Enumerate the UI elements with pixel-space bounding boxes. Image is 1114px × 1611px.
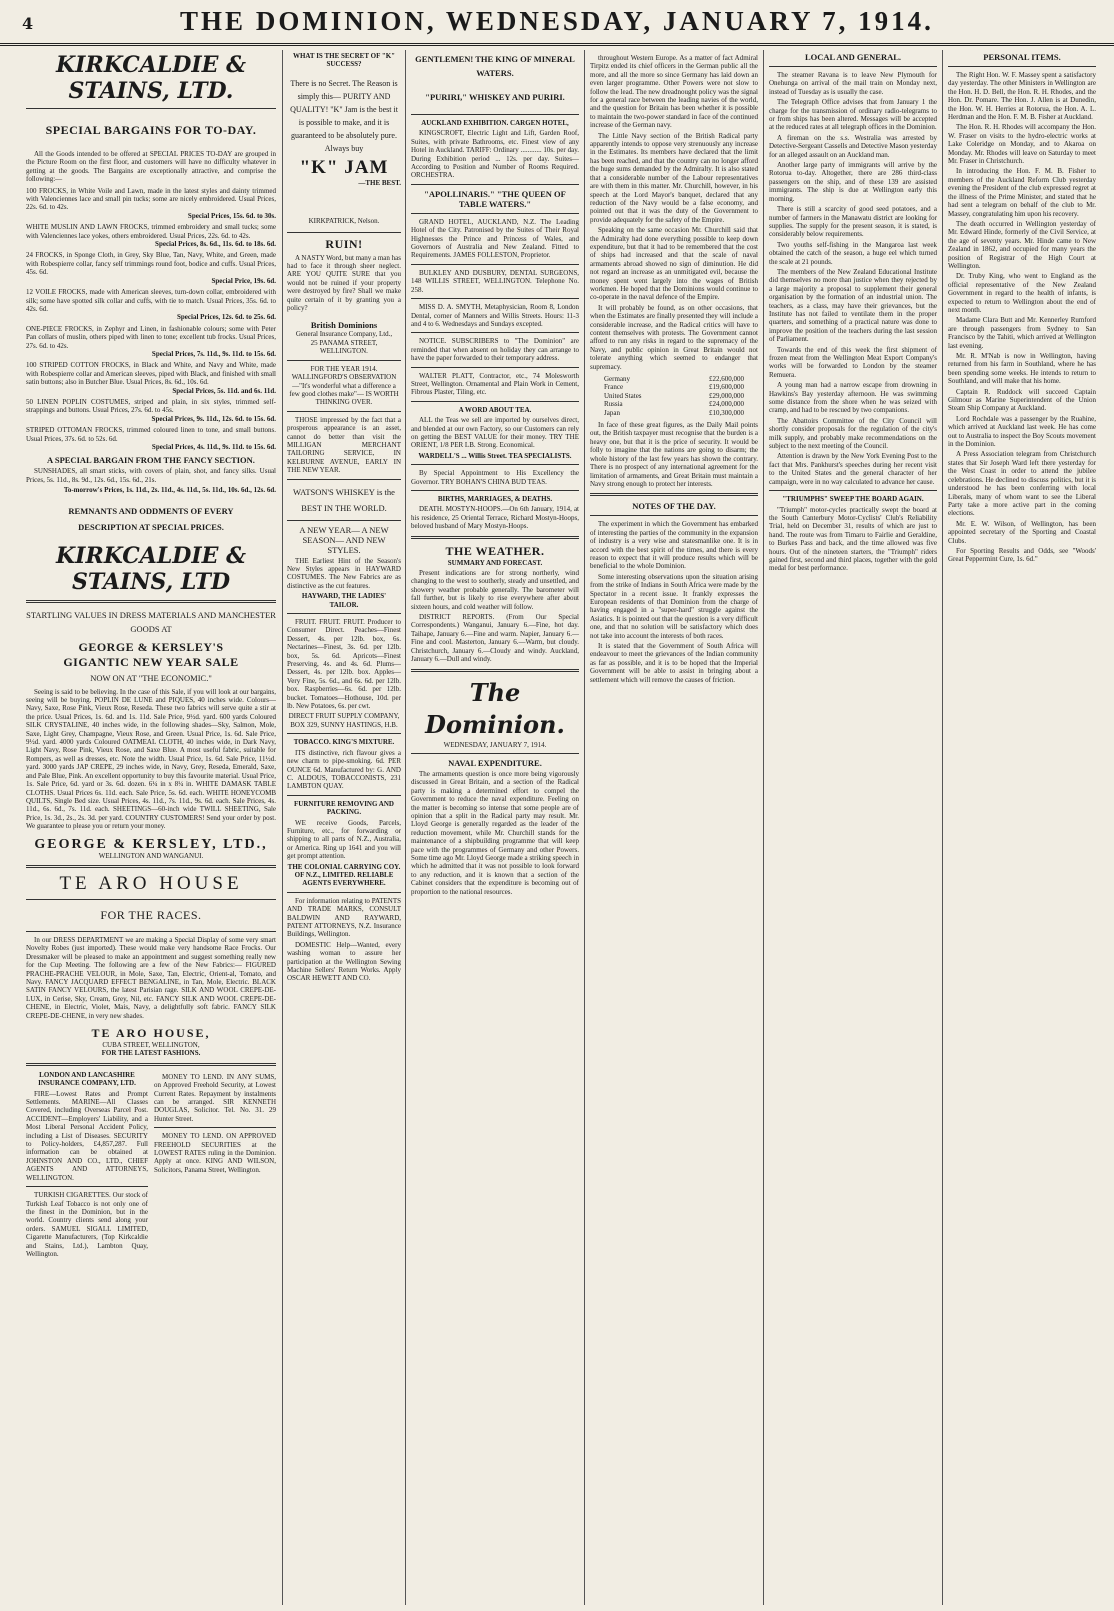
bargain-item [26, 223, 276, 248]
gk-name: GEORGE & KERSLEY'S [78, 639, 224, 654]
new-year-heading: A NEW YEAR— A NEW SEASON— AND NEW STYLES. [299, 524, 389, 555]
personal-2: The Hon. R. H. Rhodes will accompany the Hon. W. Fraser on visits to the hydro-electric works at Lake Coleridge on Monday, and to Akaroa on Monday. Mr. Rhodes will leave on Saturday to meet Mr. Fraser in Christchurch. [948, 123, 1096, 166]
personal-9: Lord Rochdale was a passenger by the Ruahine, which arrived at Auckland last week. He has come out to Australia to inspect the Boy Scouts movement in the Dominion. [948, 414, 1096, 449]
local-7: The members of the New Zealand Educational Institute did themselves no more than justice when they rejected by a large majority a proposal to supplement their general organisation by the formation of an industrial union. The teachers, as a class, may have their grievances, but the Institute has not failed to ventilate them in the proper quarters, and something of a practical nature was done to improve the position of the teachers during the last session of Parliament. [769, 267, 937, 344]
cargen-hotel-heading: AUCKLAND EXHIBITION. CARGEN HOTEL, [421, 119, 569, 127]
page-number: 4 [22, 14, 34, 33]
bargain-description: 12 VOILE FROCKS, made with American sleeves, turn-down collar, embroidered with silk; some have spotted silk collar and cuffs, with tie to match. Usual Prices, 35s. 6d. to 42s. 6d. [26, 288, 276, 313]
kirkcaldie-intro: All the Goods intended to be offered at SPECIAL PRICES TO-DAY are grouped in the Picture Room on the first floor, and customers will have no difficulty whatever in getting at the goods. The Bargains are exceptionally attractive, and comprise the following:— [26, 150, 276, 184]
column-rule [763, 50, 764, 1605]
bargain-price: Special Prices, 9s. 11d., 12s. 6d. to 15s. 6d. [151, 414, 276, 423]
bargain-price: Special Price, 19s. 6d. [211, 276, 276, 285]
furniture-heading: FURNITURE REMOVING AND PACKING. [294, 799, 394, 817]
local-11: Attention is drawn by the New York Evening Post to the fact that Mrs. Pankhurst's speeches during her recent visit to the United States and the general character of her campaign, were in no way calculated to advance her cause. [769, 452, 937, 486]
new-year-body: THE Earliest Hint of the Season's New Styles appears in HAYWARD COSTUMES. The New Fabrics are as distinctive as the cut features. [287, 556, 401, 590]
bargain-price: Special Prices, 12s. 6d. to 25s. 6d. [177, 313, 276, 322]
hayward: HAYWARD, THE LADIES' TAILOR. [301, 592, 387, 609]
amount-cell: £24,000,000 [709, 400, 744, 409]
walter-platt: WALTER PLATT, Contractor, etc., 74 Molesworth Street, Wellington. Ornamental and Plain Work in Cement, Fibrous Plaster, Tiling, etc. [411, 371, 579, 397]
bargain-price: Special Prices, 7s. 11d., 9s. 11d. to 15s. 6d. [151, 349, 276, 358]
amount-cell: £22,600,000 [709, 375, 744, 384]
notes-para-1: The experiment in which the Government has embarked of interesting the parties of the community in the expansion of industry is a very wise and statesmanlike one. It is in accord with the best spirit of the times, and there is every reason to expect that it will produce results which will be beneficial to the whole Dominion. [590, 520, 758, 571]
column-3 [411, 52, 579, 1604]
bulkley-dentists: BULKLEY AND DUSBURY, DENTAL SURGEONS, 148 WILLIS STREET, WELLINGTON. Telephone No. 258. [411, 268, 579, 294]
bargain-item [26, 187, 276, 221]
kirkcaldie-title: KIRKCALDIE & STAINS, LTD. [56, 52, 246, 104]
kirkcaldie-title-footer: KIRKCALDIE & STAINS, LTD [56, 542, 246, 595]
bargain-description: 100 FROCKS, in White Voile and Lawn, made in the latest styles and dainty trimmed with Valenciennes lace and small pin tucks; some are nicely embroidered. Usual Prices, 22s. 6d. to 42s. [26, 186, 276, 212]
colonial-carrying: THE COLONIAL CARRYING COY. OF N.Z., LIMITED. RELIABLE AGENTS EVERYWHERE. [287, 862, 401, 888]
puriri: "PURIRI," WHISKEY AND PURIRI. [425, 92, 565, 102]
country-cell: United States [604, 391, 642, 400]
turkish-cigarettes: TURKISH CIGARETTES. Our stock of Turkish Leaf Tobacco is not only one of the finest in the Dominion, but in the world. Country clients send along your orders. SAMUEL SIGALL LIMITED, Cigarette Manufacturers, (Top Kirkcaldie and Stains, Ltd.), Lambton Quay, Wellington. [26, 1191, 148, 1258]
patents: For information relating to PATENTS AND TRADE MARKS, CONSULT BALDWIN AND RAYWARD, PATENT ATTORNEYS, N.Z. Insurance Buildings, Wellington. [287, 896, 401, 939]
lancashire-body: FIRE—Lowest Rates and Prompt Settlements. MARINE—All Classes Covered, including Overseas Parcel Post. ACCIDENT—Employers' Liability, and a Most Liberal Personal Accident Policy, including a List of Diseases. SECURITY to Policy-holders, £4,857,287. Full information can be obtained at JOHNSTON AND CO., LTD., CHIEF AGENTS AND ATTORNEYS, WELLINGTON. [26, 1089, 148, 1182]
fruit-company: DIRECT FRUIT SUPPLY COMPANY, BOX 329, SUNNY HASTINGS, H.B. [288, 712, 400, 729]
remnants-notice: REMNANTS AND ODDMENTS OF EVERY DESCRIPTION AT SPECIAL PRICES. [68, 505, 234, 532]
british-dominions-sub: General Insurance Company, Ltd., [295, 330, 393, 339]
naval-heading: NAVAL EXPENDITURE. [448, 757, 542, 768]
fancy-text: SUNSHADES, all smart sticks, with covers of plain, shot, and fancy silks. Usual Prices, 5s. 11d., 8s. 9d., 12s. 6d., 15s. 6d., 21s. [26, 467, 276, 484]
grand-hotel: GRAND HOTEL, AUCKLAND, N.Z. The Leading Hotel of the City. Patronised by the Suites of Their Royal Highnesses the Prince and Princess of Wales, and Governors of Australia and New Zealand. Fitted to Requirements. JAMES FOLLESTON, Proprietor. [411, 217, 579, 260]
newspaper-title: THE DOMINION, WEDNESDAY, JANUARY 7, 1914. [180, 6, 934, 36]
table-row [604, 400, 744, 408]
taro-title-footer: TE ARO HOUSE, [91, 1026, 211, 1040]
local-5: There is still a scarcity of good seed potatoes, and a number of farmers in the Manawatu district are looking for supplies. The supply for the present season, it is stated, is considerably below requirements. [769, 205, 937, 239]
local-4: Another large party of immigrants will arrive by the Rotorua to-day. Altogether, there are 286 third-class passengers on the ship, and of these 139 are assisted immigrants. The ship is due at Wellington early this morning. [769, 161, 937, 203]
money-to-lend-2: MONEY TO LEND. ON APPROVED FREEHOLD SECURITIES at the LOWEST RATES ruling in the Dominion. Apply at once. KING AND WILSON, Solicitors, Panama Street, Wellington. [154, 1132, 276, 1174]
country-cell: France [604, 383, 624, 392]
local-6: Two youths self-fishing in the Mangaroa last week obtained the catch of the season, a huge eel which turned the scale at 21 pounds. [769, 240, 937, 266]
british-dominions-address: 25 PANAMA STREET, WELLINGTON. [310, 338, 378, 356]
personal-1: The Right Hon. W. F. Massey spent a satisfactory day yesterday. The other Ministers in Wellington are the Hon. H. D. Bell, the Hon. R. H. Rhodes, and the Hon. Dr. Pomare. The Hon. J. Allen is at Dunedin, the Hon. W. H. Herries at Rotorua, the Hon. A. L. Herdman and the Hon. F. M. B. Fisher at Auckland. [948, 71, 1096, 122]
furniture-body: WE receive Goods, Parcels, Furniture, etc., for forwarding or shipping to all parts of N.Z., Australia, or America. Ring up 1641 and you will get prompt attention. [287, 818, 401, 861]
fancy-heading: A SPECIAL BARGAIN FROM THE FANCY SECTION. [47, 455, 255, 466]
ruin-heading: RUIN! [325, 236, 363, 251]
personal-4: The death occurred in Wellington yesterday of Mr. Edward Hinde, formerly of the Civil Service, at the age of seventy years. Mr. Hinde came to New Zealand in 1862, and occupied for many years the position of Registrar of the High Court at Wellington. [948, 219, 1096, 270]
british-dominions: British Dominions [310, 320, 378, 331]
column-rule [405, 50, 406, 1605]
local-3: A fireman on the s.s. Westralia was arrested by Detective-Sergeant Cassells and Detective Mason yesterday for an alleged assault on an Auckland man. [769, 133, 937, 159]
taro-body: In our DRESS DEPARTMENT we are making a Special Display of some very smart Novelty Robes (just imported). These would make very handsome Race Frocks. Our Dressmaker will be pleased to make an appointment and suggest something really new for the Cup Meeting. The following are a few of the New Fabrics:— FIGURED PRACHE-PRACHE VELOUR, in Mole, Saxe, Tan, Electric, Orient-al, Tomato, and Navy. FANCY JACQUARD EFFECT BENGALINE, in Tan, Mole, Electric. BLACK SATIN FANCY VELOURS, the latest Parisian rage. SILK AND WOOL CREPE-DE-LUX, in Cerise, Sky, Cream, Grey, Nil, etc. FANCY SILK AND WOOL CREPE-DE-CHENE, in Electric, Violet, Mais, Navy, a delightfully soft fabric. FANCY SILK CREPE-DE-CHENE, in very new shades. [26, 935, 276, 1020]
bargain-description: ONE-PIECE FROCKS, in Zephyr and Linen, in fashionable colours; some with Peter Pan collars of muslin, others piped with linen to tone; excellent tub frocks. Usual Prices, 27s. 6d. to 42s. [26, 324, 276, 350]
personal-5: Dr. Truby King, who went to England as the official representative of the New Zealand Government in regard to the health of infants, is expected to return to Wellington about the end of next month. [948, 272, 1096, 314]
notes-para-2: Some interesting observations upon the situation arising from the strike of Indians in South Africa were made by the Spectator in a recent issue. It frankly expresses the European residents of that Dominion from the charge of having engaged in a "super-hard" struggle against the Asiatics. It is pointed out that the question is a very difficult one, and that no solution will be satisfactory which does not take into account the interests of both races. [590, 572, 758, 640]
bargain-description: STRIPED OTTOMAN FROCKS, trimmed coloured linen to tone, and small buttons. Usual Prices, 37s. 6d. to 52s. 6d. [26, 426, 276, 443]
bargain-item [26, 426, 276, 451]
bargain-list [26, 187, 276, 452]
column-ads-2 [287, 52, 401, 1604]
lancashire-title: LONDON AND LANCASHIRE INSURANCE COMPANY, LTD. [38, 1070, 136, 1088]
dominion-nameplate: The Dominion. [425, 677, 565, 739]
weather-body: Present indications are for strong northerly, wind changing to the west to southerly, steady and unsettled, and showery weather probable generally. The barometer will fall further, but is likely to rise everywhere after about sixteen hours, and cold weather will follow. [411, 569, 579, 611]
editorial-para-4: It will probably be found, as on other occasions, that when the Estimates are finally presented they will include a considerable increase, and the Radical critics will have to content themselves with protests. The Government cannot afford to run any risks in regard to the supremacy of the Navy, and public opinion in Great Britain would not tolerate anything which seemed to endanger that supremacy. [590, 303, 758, 371]
personal-8: Captain R. Ruddock will succeed Captain Gilmour as Marine Superintendent of the Union Steam Ship Company at Auckland. [948, 387, 1096, 413]
watsons-whiskey: WATSON'S WHISKEY is the BEST IN THE WORLD. [293, 486, 395, 513]
notes-heading: NOTES OF THE DAY. [632, 501, 716, 512]
column-rule [584, 50, 585, 1605]
masthead [0, 0, 1114, 46]
notes-para-3: It is stated that the Government of South Africa will endeavour to meet the grievances of the Indian community as far as possible, and it is to be hoped that the Imperial Government will be able to assist in bringing about a settlement which will remove the causes of friction. [590, 642, 758, 684]
tea-body: ALL the Teas we sell are imported by ourselves direct, and blended at our own Factory, so our Customers can rely on getting the BEST VALUE for their money. TRY THE ORIENT, 1/8 PER LB. Strong. Economical. [411, 416, 579, 450]
wardells: WARDELL'S ... Willis Street. TEA SPECIALISTS. [418, 451, 572, 460]
editorial-date: WEDNESDAY, JANUARY 7, 1914. [443, 740, 547, 749]
bargain-description: 50 LINEN POPLIN COSTUMES, striped and plain, in six styles, trimmed self-strappings and buttons. Usual Prices, 27s. 6d. to 45s. [26, 397, 276, 415]
column-rule [282, 50, 283, 1605]
tea-heading: A WORD ABOUT TEA. [458, 405, 532, 414]
local-general-heading: LOCAL AND GENERAL. [804, 52, 902, 62]
kirkcaldie-subtitle: SPECIAL BARGAINS FOR TO-DAY. [45, 123, 257, 137]
triumphs-body: "Triumph" motor-cycles practically swept the board at the South Canterbury Motor-Cyclists' Club's Reliability Trial, held on December 31, results of which are just to hand. The route was from Timaru to Fairlie and Geraldine, to Burkes Pass and back, and the time allowed was five hours. Out of the nineteen starters, the "Triumph" riders gained first, second and third places, together with the gold medal for best performance. [769, 505, 937, 573]
country-cell: Germany [604, 375, 631, 384]
taro-address: CUBA STREET, WELLINGTON, [102, 1041, 200, 1049]
tobacco-heading: TOBACCO. KING'S MIXTURE. [293, 738, 395, 747]
district-reports: DISTRICT REPORTS. (From Our Special Correspondents.) Wanganui, January 6.—Fine, hot day. Taihape, January 6.—Fine and warm. Napier, January 6.—Fine and cool. Masterton, January 6.—Warm, but cloudy. Christchurch, January 6.—Cloudy and windy. Auckland, January 6.—Dull and windy. [411, 613, 579, 664]
taro-title: TE ARO HOUSE [59, 872, 243, 894]
bargain-item [26, 288, 276, 322]
local-8: Towards the end of this week the first shipment of frozen meat from the Wellington Meat Export Company's works will be forwarded to London by the steamer Remuera. [769, 345, 937, 379]
bargain-item [26, 361, 276, 395]
table-row [604, 383, 744, 391]
fancy-price: To-morrow's Prices, 1s. 11d., 2s. 11d., 4s. 11d., 5s. 11d., 10s. 6d., 12s. 6d. [63, 486, 276, 495]
wallingford: FOR THE YEAR 1914. WALLINGFORD'S OBSERVATION—"It's wonderful what a difference a few good clothes make"— IS WORTH THINKING OVER. [289, 364, 399, 407]
births-heading: BIRTHS, MARRIAGES, & DEATHS. [437, 495, 553, 503]
ruin-body: A NASTY Word, but many a man has had to face it through sheer neglect. ARE YOU QUITE SURE that you would not be ruined if your property were destroyed by fire? Shall we make quite certain of it by granting you a policy? [287, 253, 401, 313]
personal-10: A Press Association telegram from Christchurch states that Sir Joseph Ward left there yesterday for the West Coast in order to attend the jubilee celebrations. He declined to discuss politics, but it is understood he has been conferring with local Liberals, many of whom want to see the Liberal Party take a more active part in the coming elections. [948, 450, 1096, 518]
domestic-help: DOMESTIC Help—Wanted, every washing woman to assure her participation at the Wellington Sewing Machine Sellers' Return Works. Apply OSCAR HEWETT AND CO. [287, 940, 401, 983]
bargain-price: Special Prices, 4s. 11d., 9s. 11d. to 15s. 6d. [151, 443, 276, 451]
gk-sale: GIGANTIC NEW YEAR SALE [63, 654, 239, 669]
taro-races: FOR THE RACES. [100, 907, 202, 922]
k-best: —THE BEST. [358, 178, 401, 187]
editorial-para-2: The Little Navy section of the British Radical party apparently intends to oppose very strenuously any increase in the Estimates. Its members have declared that the limit has been reached, and that the country can no longer afford the huge sums demanded by the Admiralty. It is also stated that a considerable number of the Labour representatives are with them in this matter. Mr. Churchill, however, in his speech at the Lord Mayor's banquet, declared that any reduction of the Navy would be a false economy, and pointed out that it was the duty of the Government to provide adequately for the safety of the Empire. [590, 131, 758, 224]
local-1: The steamer Ravana is to leave New Plymouth for Onehunga on arrival of the mail train on Monday next, instead of Tuesday as is usually the case. [769, 71, 937, 96]
table-row [604, 409, 744, 417]
editorial-para-3: Speaking on the same occasion Mr. Churchill said that the Admiralty had done everything possible to keep down expenditure, but that it had to be remembered that the cost of ships had increased and that the scale of naval armaments abroad showed no sign of diminution. He did not regard an increase as an unmitigated evil, because the money spent went largely into the wages of British workmen. He hoped that the Dominions would continue to co-operate in the naval defence of the Empire. [590, 226, 758, 302]
fruit-ad: FRUIT. FRUIT. FRUIT. Producer to Consumer Direct. Peaches—Finest Dessert, 4s. per 12lb. box, 6s. Nectarines—Finest, 3s. 6d. per 12lb. box, 5s. 6d. Apricots—Finest Preserving, 4s. and 4s. 6d. Plums—Dessert, 4s. per 12lb. box. Apples—Very Fine, 5s. 6d., and 6s. 6d. per 12lb. box. Raspberries—6s. 6d. per 12lb. bucket. Tomatoes—Hothouse, 10d. per lb. New Potatoes, 6s. per cwt. [287, 618, 401, 711]
country-cell: Japan [604, 408, 620, 417]
bohans-tea: By Special Appointment to His Excellency the Governor. TRY BOHAN'S CHINA BUD TEAS. [411, 469, 579, 486]
amount-cell: £19,600,000 [709, 383, 744, 392]
local-9: A young man had a narrow escape from drowning in Hawkins's Bay yesterday afternoon. He was swimming some distance from the shore when he was seized with cramp, and had to be rescued by two companions. [769, 381, 937, 415]
bargain-item [26, 398, 276, 423]
triumphs-heading: "TRIUMPHS" SWEEP THE BOARD AGAIN. [782, 495, 924, 504]
apollinaris: "APOLLINARIS." "THE QUEEN OF TABLE WATERS." [424, 188, 566, 209]
k-secret-heading: WHAT IS THE SECRET OF "K" SUCCESS? [292, 52, 396, 69]
weather-heading: THE WEATHER. [445, 543, 545, 558]
bargain-description: 100 STRIPED COTTON FROCKS, in Black and White, and Navy and White, made with Robespierre collar and American sleeves, piped with Black, and finished with small satin buttons; also in Butcher Blue. Usual Prices, 8s. 6d., 10s. 6d. [26, 361, 276, 387]
column-5 [769, 52, 937, 1604]
k-body: There is no Secret. The Reason is simply this— PURITY AND QUALITY! "K" Jam is the best it is possible to make, and it is guaranteed to be absolutely pure. Always buy [290, 78, 398, 153]
kirkpatrick: KIRKPATRICK, Nelson. [308, 217, 380, 226]
personal-6: Madame Clara Butt and Mr. Kennerley Rumford are through passengers from Sydney to San Francisco by the Tahiti, which arrived at Wellington last evening. [948, 316, 1096, 350]
milligan: THOSE impressed by the fact that a prosperous appearance is an asset, cannot do better than visit the MILLIGAN MERCHANT TAILORING SERVICE, IN KELBURNE AVENUE, EARLY IN THE NEW YEAR. [287, 415, 401, 475]
amount-cell: £29,000,000 [709, 391, 744, 400]
bargain-price: Special Prices, 8s. 6d., 11s. 6d. to 18s. 6d. [155, 240, 276, 249]
personal-heading: PERSONAL ITEMS. [983, 52, 1061, 62]
death-notice: DEATH. MOSTYN-HOOPS.—On 6th January, 1914, at his residence, 25 Oriental Terrace, Richard Mostyn-Hoops, beloved husband of Mary Mostyn-Hoops. [411, 505, 579, 531]
table-row [604, 392, 744, 400]
money-to-lend-1: MONEY TO LEND. IN ANY SUMS, on Approved Freehold Security, at Lowest Current Rates. Repayment by instalments can be arranged. SIR KENNETH DOUGLAS, Solicitor. Tel. No. 31. 29 Hunter Street. [154, 1072, 276, 1123]
table-row [604, 375, 744, 383]
local-2: The Telegraph Office advises that from January 1 the charge for the transmission of ordinary radio-telegrams to or from ships has been altered. Messages will be accepted at the reduced rates at all telegraph offices in the Dominion. [769, 98, 937, 132]
naval-table [604, 375, 744, 417]
gk-footer-sub: WELLINGTON AND WANGANUI. [98, 851, 204, 860]
country-cell: Russia [604, 400, 623, 409]
gk-startling: STARTLING VALUES IN DRESS MATERIALS AND MANCHESTER GOODS AT [26, 609, 276, 634]
personal-12: For Sporting Results and Odds, see "Woods' Great Peppermint Cure, 1s. 6d." [948, 546, 1096, 564]
local-10: The Abattoirs Committee of the City Council will shortly consider proposals for the regulation of the city's milk supply, and probably make recommendations on the subject to the next meeting of the Council. [769, 416, 937, 451]
gk-body: Seeing is said to be believing. In the case of this Sale, if you will look at our bargains, seeing will be buying. POPLIN DE LUNE and PIQUES, 40 inches wide. Colours—Navy, Saxe, Rose Pink, Vieux Rose, Reseda. These two fabrics will serve quite a stir at the price. Usual Prices, 1s. 6d. and 1s. 11d. Sale Price, 9½d. yard. 600 yards Coloured SILK CRYSTALINE, 40 inches wide, in the following shades—Sky, Salmon, Mole, Saxe, Light Grey, Champagne, Vieux Rose, and Green. Usual Price, 1s. 6d. Sale Price, 9½d. yard. 4000 yards Coloured OATMEAL CLOTH, 40 inches wide, in Dark Navy, Light Navy, Rose Pink, Vieux Rose, and Saxe Blue. A most useful fabric, suitable for Rompers, as well as dresses, etc. Note the width. Usual Price, 1s. 6d. Sale Price, 11½d. yard. 3000 yards JAP CREPE, 29 inches wide, in Navy, Grey, Reseda, Emerald, Saxe, and Pale Blue, Pink. An excellent opportunity to buy this favourite material. Usual Price, 1s. Sale Price, 6d. yard or 3s. 6d. dozen. 6¼ in x 8¼ in. WHITE DAMASK TABLE CLOTHS. Usual Prices 6s. 11d. each. Sale Price, 5s. 6d. each. WHITE HONEYCOMB QUILTS, Single Bed size. Usual Prices, 4s. 11d., 7s. 11d., 9s. 6d. each. Sale Prices, 4s. 11d., 6s. 6d., 7s. 11d. each. SHEETINGS—60-inch wide TWILL SHEETING, Sale Price, 1s. 3d., 2s., 2s. 3d. per yard. COUNTRY CUSTOMERS! Send your order by post. We guarantee to please you or return your money. [26, 687, 276, 831]
taro-latest: FOR THE LATEST FASHIONS. [101, 1049, 201, 1058]
editorial-para-5: In face of these great figures, as the Daily Mail points out, the British taxpayer must recognise that the burden is a heavy one, but that it is the price of security. It would be folly to imagine that the nations are going to disarm; the whole history of the last few years has shown the contrary. There is no prospect of any international agreement for the limitation of armaments, and Great Britain must maintain a Navy strong enough to protect her interests. [590, 421, 758, 488]
personal-3: In introducing the Hon. F. M. B. Fisher to members of the Auckland Reform Club yesterday evening the President of the club expressed regret at the illness of the Prime Minister, and stated that he had sent a telegram on behalf of the club to Mr. Massey, congratulating him upon his recovery. [948, 167, 1096, 218]
tobacco-body: ITS distinctive, rich flavour gives a new charm to pipe-smoking. 6d. PER OUNCE 6d. Manufactured by: G. AND C. ALDOUS, TOBACCONISTS, 231 LAMBTON QUAY. [287, 748, 401, 791]
personal-7: Mr. R. M'Nab is now in Wellington, having returned from his farm in Southland, where he has been spending some weeks. He intends to return to Southland, and will make that his home. [948, 352, 1096, 386]
amount-cell: £10,300,000 [709, 408, 744, 417]
cargen-hotel-body: KINGSCROFT, Electric Light and Lift, Garden Roof, Suites, with private Bathrooms, etc. Finest view of any Hotel in Auckland. TARIFF: Ordinary ............ 10s. per day. During Exhibition period ... 12s. per day. Suites—According to Position and Number of Rooms Required. ORCHESTRA. [411, 129, 579, 180]
editorial-para-1: throughout Western Europe. As a matter of fact Admiral Tirpitz ended its chief officers in the German public all the more, and all the more so since Germany has laid down an even larger programme. Other Powers were not slow to follow the lead. The new dreadnought policy was the signal for a general race between the leading navies of the world, and the question for Britain has been whether it is possible to maintain the two-power standard in face of the continued increase of the German navy. [590, 54, 758, 130]
column-rule [942, 50, 943, 1605]
column-4 [590, 52, 758, 1604]
weather-subheading: SUMMARY AND FORECAST. [447, 558, 543, 567]
bargain-item [26, 251, 276, 285]
gk-now: NOW ON AT "THE ECONOMIC." [90, 672, 212, 683]
gk-footer: GEORGE & KERSLEY, LTD., [34, 836, 268, 852]
smyth: MISS D. A. SMYTH, Metaphysician, Room 8, London Dental, corner of Manners and Willis Streets. Hours: 11-3 and 4 to 6. Wednesdays and Sundays excepted. [411, 303, 579, 328]
personal-11: Mr. E. W. Wilson, of Wellington, has been appointed secretary of the Sporting and Coastal Clubs. [948, 519, 1096, 545]
gentlemen-heading: GENTLEMEN! THE KING OF MINERAL WATERS. [415, 54, 575, 78]
naval-body: The armaments question is once more being vigorously discussed in Great Britain, and a section of the Radical party is making a determined effort to compel the Government to reduce the naval expenditure. Feeling on the matter is becoming so intense that some people are of opinion that a split in the Radical party may result. Mr. Lloyd George is generally regarded as the leader of the reduction movement, while Mr. Churchill stands for the maintenance of a shipbuilding programme that will keep pace with the programmes of Germany and other Powers. Some time ago Mr. Lloyd George made a striking speech in which he admitted that it was not possible to look forward to any reduction, and it is known that a section of the Cabinet considers that the expenditure is becoming out of proportion to the national resources. [411, 769, 579, 896]
bargain-item [26, 325, 276, 359]
bargain-price: Special Prices, 5s. 11d. and 6s. 11d. [172, 386, 276, 395]
bargain-price: Special Prices, 15s. 6d. to 30s. [187, 211, 276, 220]
bargain-description: WHITE MUSLIN AND LAWN FROCKS, trimmed embroidery and small tucks; some with Valenciennes lace yokes, others embroidered. Usual Prices, 22s. 6d. to 42s. [26, 223, 276, 240]
column-ads-left [26, 52, 276, 1604]
column-6 [948, 52, 1096, 1604]
bargain-description: 24 FROCKS, in Sponge Cloth, in Grey, Sky Blue, Tan, Navy, White, and Green, made with Robespierre collar, fancy self trimmings round foot, bodice and cuffs. Usual Prices, 45s. 6d. [26, 251, 276, 277]
notice: NOTICE. SUBSCRIBERS to "The Dominion" are reminded that when absent on holiday they can arrange to have the paper forwarded to their temporary address. [411, 337, 579, 363]
k-jam: "K" JAM [299, 156, 389, 178]
